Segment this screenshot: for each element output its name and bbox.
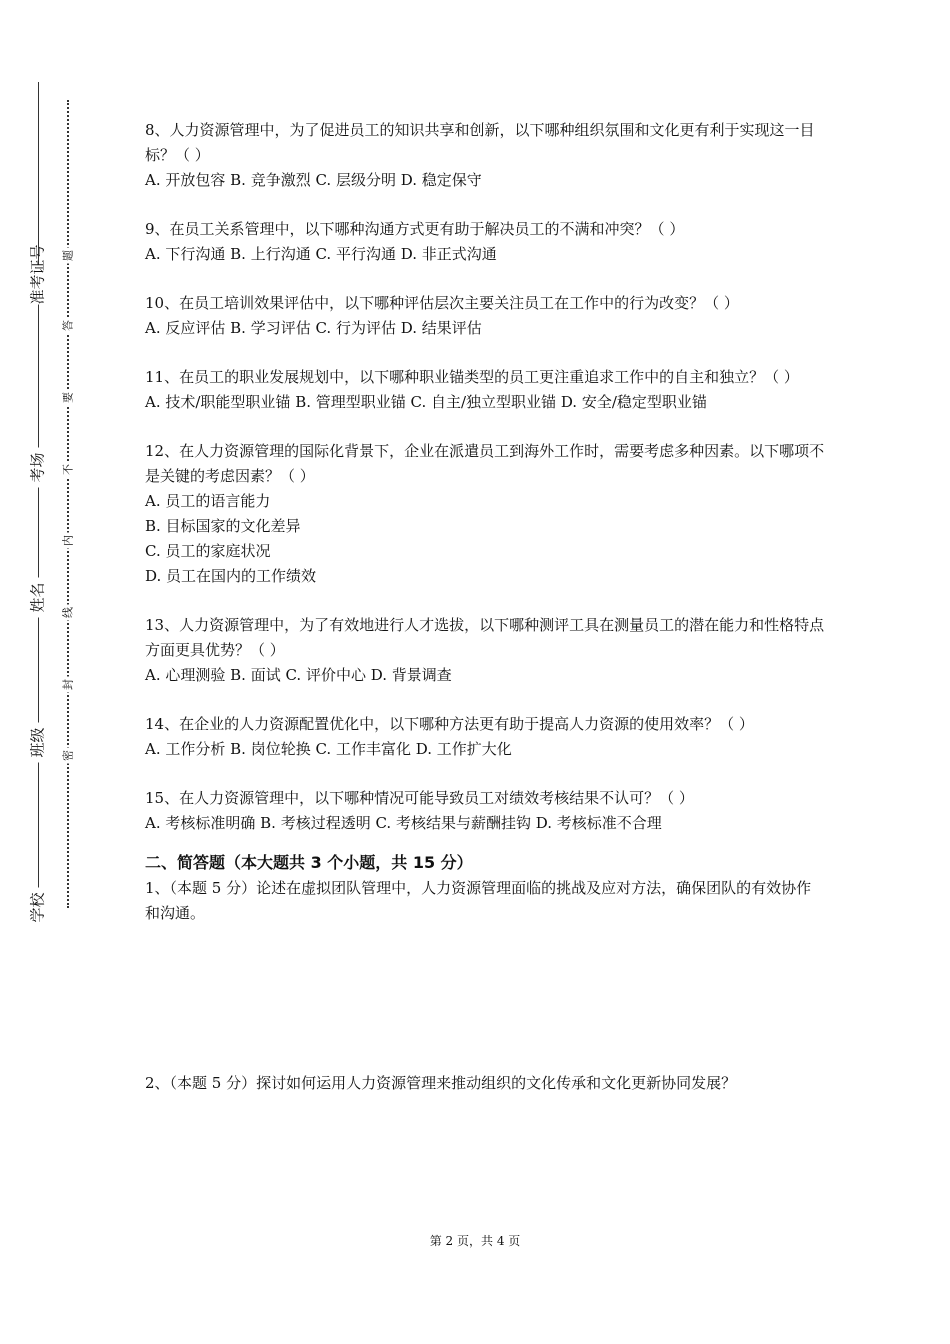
question-stem: 14、在企业的人力资源配置优化中，以下哪种方法更有助于提高人力资源的使用效率？（ ）: [145, 715, 754, 733]
question-option-a: A. 员工的语言能力: [145, 492, 271, 510]
question-stem: 10、在员工培训效果评估中，以下哪种评估层次主要关注员工在工作中的行为改变？（ ）: [145, 294, 739, 312]
question-9: [145, 217, 825, 267]
question-options: A. 工作分析 B. 岗位轮换 C. 工作丰富化 D. 工作扩大化: [145, 740, 512, 758]
question-option-c: C. 员工的家庭状况: [145, 542, 271, 560]
question-options: A. 开放包容 B. 竞争激烈 C. 层级分明 D. 稳定保守: [145, 171, 482, 189]
seal-char: 答: [61, 318, 76, 334]
question-options: A. 反应评估 B. 学习评估 C. 行为评估 D. 结果评估: [145, 319, 482, 337]
question-stem: 12、在人力资源管理的国际化背景下，企业在派遣员工到海外工作时，需要考虑多种因素。以下哪项不是关键的考虑因素？（ ）: [145, 442, 825, 485]
field-exam-room-label: 考场: [29, 448, 48, 488]
short-answer-1: 1、（本题 5 分）论述在虚拟团队管理中，人力资源管理面临的挑战及应对方法，确保团队的有效协作和沟通。: [145, 879, 812, 922]
question-14: [145, 712, 825, 762]
short-answer-2: 2、（本题 5 分）探讨如何运用人力资源管理来推动组织的文化传承和文化更新协同发展？: [145, 1074, 737, 1092]
field-class-label: 班级: [29, 723, 48, 763]
question-12: [145, 439, 825, 589]
section-title: 二、简答题（本大题共 3 个小题，共 15 分）: [145, 853, 473, 872]
seal-char: 封: [61, 677, 76, 693]
seal-char: 要: [61, 390, 76, 406]
seal-char: 线: [61, 605, 76, 621]
binding-margin: [0, 0, 100, 1344]
question-stem: 9、在员工关系管理中，以下哪种沟通方式更有助于解决员工的不满和冲突？（ ）: [145, 220, 685, 238]
binding-dotted-line: [67, 100, 69, 908]
question-options: A. 下行沟通 B. 上行沟通 C. 平行沟通 D. 非正式沟通: [145, 245, 497, 263]
question-11: [145, 365, 825, 415]
page-footer: 第 2 页，共 4 页: [429, 1234, 521, 1248]
question-stem: 8、人力资源管理中，为了促进员工的知识共享和创新，以下哪种组织氛围和文化更有利于实现这一目标？（ ）: [145, 121, 815, 164]
field-school-label: 学校: [29, 888, 48, 928]
question-options: A. 考核标准明确 B. 考核过程透明 C. 考核结果与薪酬挂钩 D. 考核标准不合理: [145, 814, 662, 832]
question-stem: 11、在员工的职业发展规划中，以下哪种职业锚类型的员工更注重追求工作中的自主和独立？（ ）: [145, 368, 799, 386]
question-8: [145, 118, 825, 193]
exam-content: [145, 118, 825, 1096]
seal-char: 不: [61, 462, 76, 478]
question-13: [145, 613, 825, 688]
seal-char: 内: [61, 533, 76, 549]
binding-solid-line: [38, 82, 39, 912]
question-option-b: B. 目标国家的文化差异: [145, 517, 301, 535]
seal-char: 题: [61, 248, 76, 264]
question-stem: 13、人力资源管理中，为了有效地进行人才选拔，以下哪种测评工具在测量员工的潜在能力和性格特点方面更具优势？（ ）: [145, 616, 825, 659]
question-option-d: D. 员工在国内的工作绩效: [145, 567, 317, 585]
question-10: [145, 291, 825, 341]
seal-char: 密: [61, 748, 76, 764]
question-stem: 15、在人力资源管理中，以下哪种情况可能导致员工对绩效考核结果不认可？（ ）: [145, 789, 694, 807]
question-options: A. 心理测验 B. 面试 C. 评价中心 D. 背景调查: [145, 666, 452, 684]
question-15: [145, 786, 825, 836]
question-options: A. 技术/职能型职业锚 B. 管理型职业锚 C. 自主/独立型职业锚 D. 安全/稳定型职业锚: [145, 393, 707, 411]
field-name-label: 姓名: [29, 578, 48, 618]
field-exam-id-label: 准考证号: [28, 244, 47, 305]
